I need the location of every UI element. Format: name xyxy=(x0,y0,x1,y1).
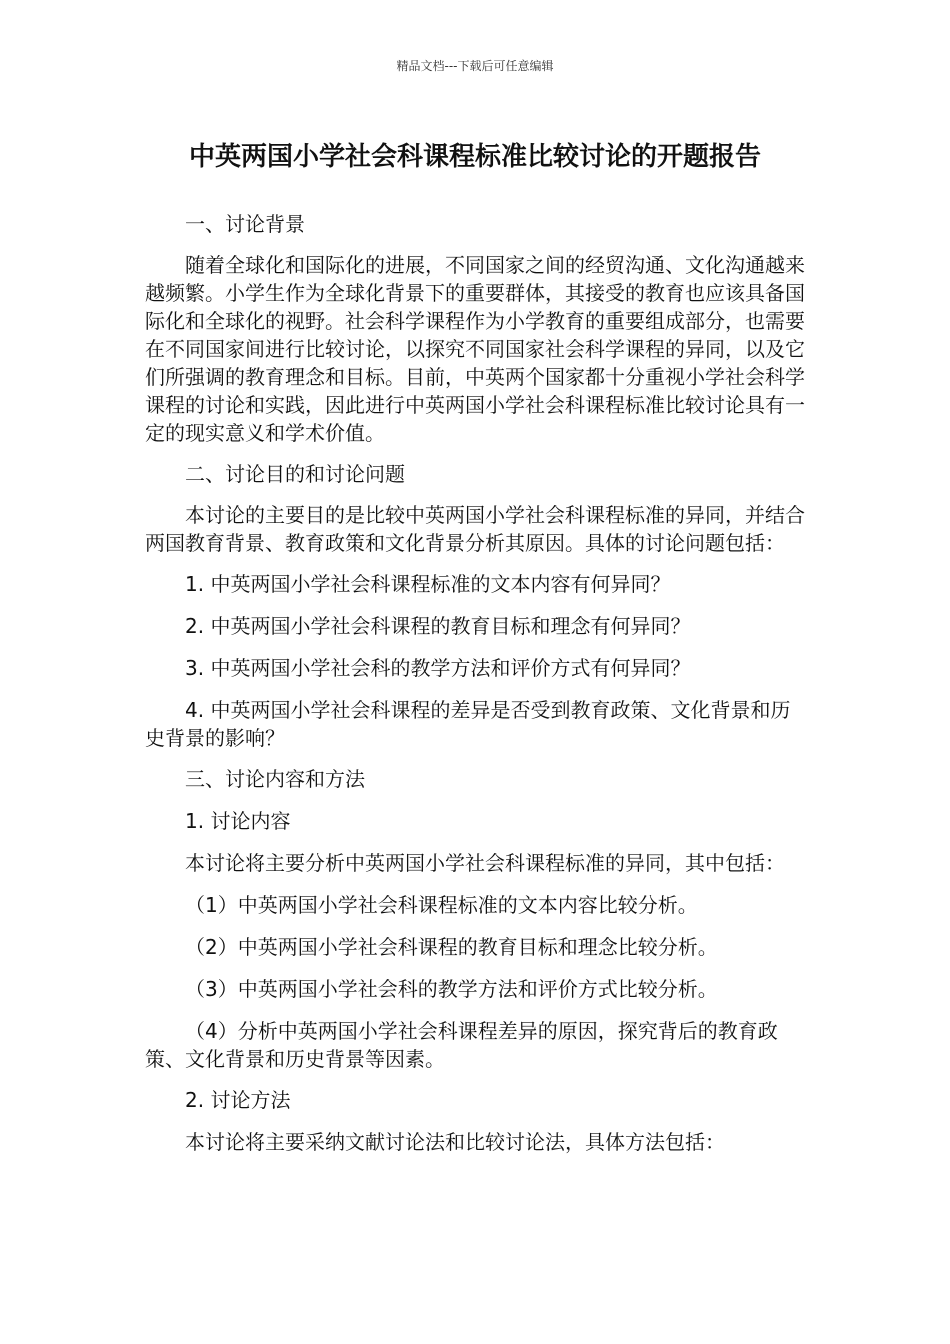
section-heading-content-method: 三、讨论内容和方法 xyxy=(185,767,365,791)
paragraph-purpose: 本讨论的主要目的是比较中英两国小学社会科课程标准的异同，并结合两国教育背景、教育政策和文化背景分析其原因。具体的讨论问题包括： xyxy=(145,503,805,555)
document-title: 中英两国小学社会科课程标准比较讨论的开题报告 xyxy=(188,142,761,172)
content-item: （3）中英两国小学社会科的教学方法和评价方式比较分析。 xyxy=(185,977,718,1001)
document-body xyxy=(145,210,805,1169)
content-item: （1）中英两国小学社会科课程标准的文本内容比较分析。 xyxy=(185,893,698,917)
section-heading-purpose: 二、讨论目的和讨论问题 xyxy=(185,462,405,486)
question-item: 3. 中英两国小学社会科的教学方法和评价方式有何异同？ xyxy=(185,656,691,680)
content-item: （4）分析中英两国小学社会科课程差异的原因，探究背后的教育政策、文化背景和历史背景等因素。 xyxy=(145,1019,778,1071)
subheading-method: 2. 讨论方法 xyxy=(185,1088,291,1112)
question-item: 2. 中英两国小学社会科课程的教育目标和理念有何异同？ xyxy=(185,614,691,638)
question-item: 4. 中英两国小学社会科课程的差异是否受到教育政策、文化背景和历史背景的影响？ xyxy=(145,698,791,750)
content-item: （2）中英两国小学社会科课程的教育目标和理念比较分析。 xyxy=(185,935,718,959)
section-heading-background: 一、讨论背景 xyxy=(185,212,305,236)
header-note: 精品文档---下载后可任意编辑 xyxy=(396,59,554,73)
paragraph-method-intro: 本讨论将主要采纳文献讨论法和比较讨论法，具体方法包括： xyxy=(185,1130,725,1154)
paragraph-background: 随着全球化和国际化的进展，不同国家之间的经贸沟通、文化沟通越来越频繁。小学生作为全球化背景下的重要群体，其接受的教育也应该具备国际化和全球化的视野。社会科学课程作为小学教育的重要组成部分，也需要在不同国家间进行比较讨论，以探究不同国家社会科学课程的异同，以及它们所强调的教育理念和目标。目前，中英两个国家都十分重视小学社会科学课程的讨论和实践，因此进行中英两国小学社会科课程标准比较讨论具有一定的现实意义和学术价值。 xyxy=(145,253,805,445)
question-item: 1. 中英两国小学社会科课程标准的文本内容有何异同？ xyxy=(185,572,671,596)
paragraph-content-intro: 本讨论将主要分析中英两国小学社会科课程标准的异同，其中包括： xyxy=(185,851,785,875)
subheading-content: 1. 讨论内容 xyxy=(185,809,291,833)
